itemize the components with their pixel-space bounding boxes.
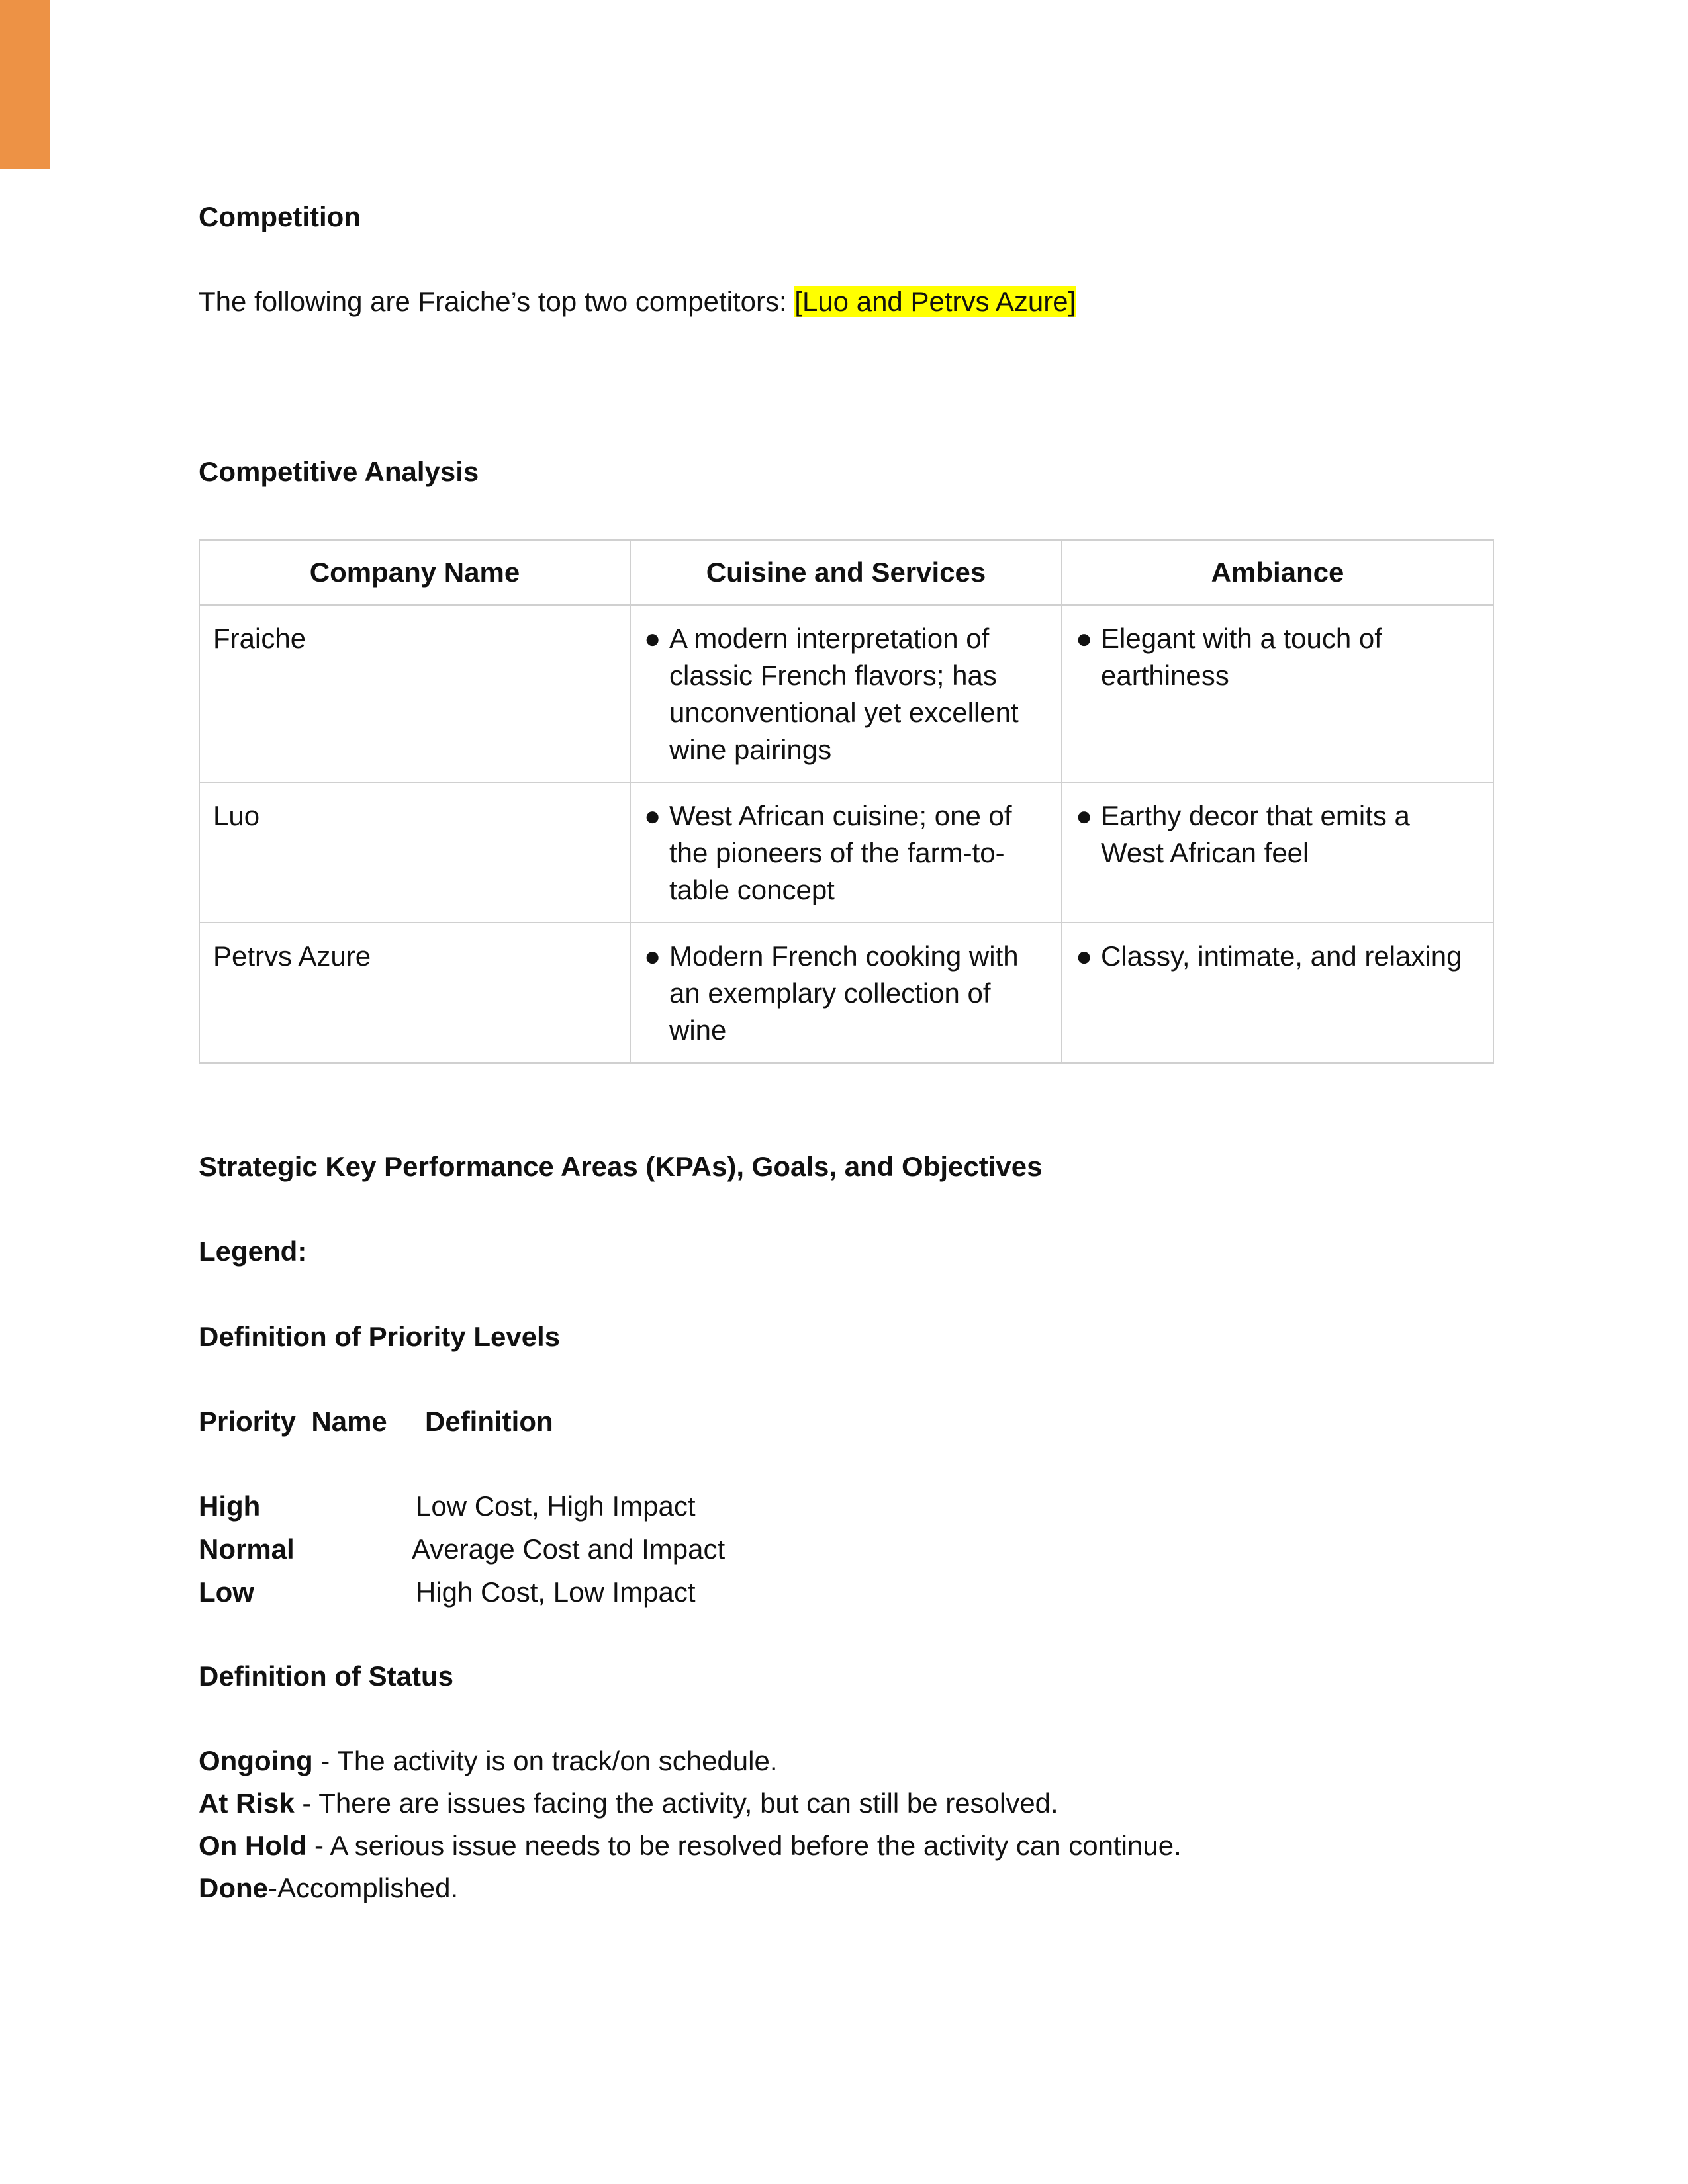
status-definition: - There are issues facing the activity, but can still be resolved. (294, 1788, 1058, 1819)
bullet-dot: ● (644, 800, 661, 831)
competition-heading: Competition (199, 201, 361, 232)
bullet-dot: ● (1076, 800, 1093, 831)
table-row (199, 782, 1493, 923)
priority-row (199, 1488, 993, 1525)
competitors-highlight: [Luo and Petrvs Azure] (794, 286, 1076, 317)
bullet-dot: ● (644, 623, 661, 654)
bullet-dot: ● (1076, 940, 1093, 972)
priority-definition-column: Definition (425, 1406, 553, 1437)
priority-name: High (199, 1490, 261, 1522)
column-header-ambiance: Ambiance (1062, 540, 1493, 605)
column-header-cuisine: Cuisine and Services (630, 540, 1062, 605)
competitive-analysis-heading: Competitive Analysis (199, 456, 479, 487)
status-definition: - The activity is on track/on schedule. (312, 1745, 778, 1776)
cuisine-cell (630, 605, 1062, 782)
competitive-analysis-table (199, 539, 1494, 1064)
status-line (199, 1870, 458, 1907)
status-name: Done (199, 1872, 268, 1903)
cuisine-cell (630, 782, 1062, 923)
bullet-dot: ● (644, 940, 661, 972)
strategic-kpa-heading: Strategic Key Performance Areas (KPAs), Goals, and Objectives (199, 1151, 1043, 1182)
status-heading: Definition of Status (199, 1661, 453, 1692)
priority-row (199, 1574, 993, 1611)
ambiance-text: Earthy decor that emits a West African feel (1101, 800, 1410, 868)
priority-row (199, 1531, 993, 1568)
company-cell: Petrvs Azure (199, 923, 630, 1063)
status-definition: -Accomplished. (268, 1872, 459, 1903)
status-name: At Risk (199, 1788, 295, 1819)
ambiance-text: Elegant with a touch of earthiness (1101, 623, 1382, 691)
table-row (199, 923, 1493, 1063)
priority-definition: High Cost, Low Impact (416, 1576, 696, 1608)
legend-heading: Legend: (199, 1236, 307, 1267)
table-header-row (199, 540, 1493, 605)
priority-levels-heading: Definition of Priority Levels (199, 1321, 561, 1352)
bullet-dot: ● (1076, 623, 1093, 654)
cuisine-text: West African cuisine; one of the pioneers of the farm-to-table concept (669, 800, 1012, 905)
status-line (199, 1827, 1182, 1864)
table-row (199, 605, 1493, 782)
status-name: On Hold (199, 1830, 307, 1861)
priority-table-header (199, 1403, 993, 1440)
competition-intro (199, 283, 1076, 320)
ambiance-cell (1062, 782, 1493, 923)
cuisine-text: Modern French cooking with an exemplary collection of wine (669, 940, 1019, 1046)
company-cell: Luo (199, 782, 630, 923)
priority-definition: Low Cost, High Impact (416, 1490, 696, 1522)
status-line (199, 1743, 778, 1780)
column-header-company: Company Name (199, 540, 630, 605)
priority-name: Normal (199, 1533, 295, 1565)
cuisine-cell (630, 923, 1062, 1063)
ambiance-cell (1062, 605, 1493, 782)
status-line (199, 1785, 1058, 1822)
priority-definition: Average Cost and Impact (412, 1533, 726, 1565)
company-cell: Fraiche (199, 605, 630, 782)
competition-intro-text: The following are Fraiche’s top two competitors: (199, 286, 795, 317)
status-definition: - A serious issue needs to be resolved before the activity can continue. (306, 1830, 1182, 1861)
ambiance-text: Classy, intimate, and relaxing (1101, 940, 1462, 972)
priority-name-column: Priority Name (199, 1406, 387, 1437)
cuisine-text: A modern interpretation of classic French flavors; has unconventional yet excellent wine pairings (669, 623, 1019, 765)
priority-name: Low (199, 1576, 254, 1608)
orange-corner-tab (0, 0, 50, 169)
ambiance-cell (1062, 923, 1493, 1063)
status-name: Ongoing (199, 1745, 313, 1776)
